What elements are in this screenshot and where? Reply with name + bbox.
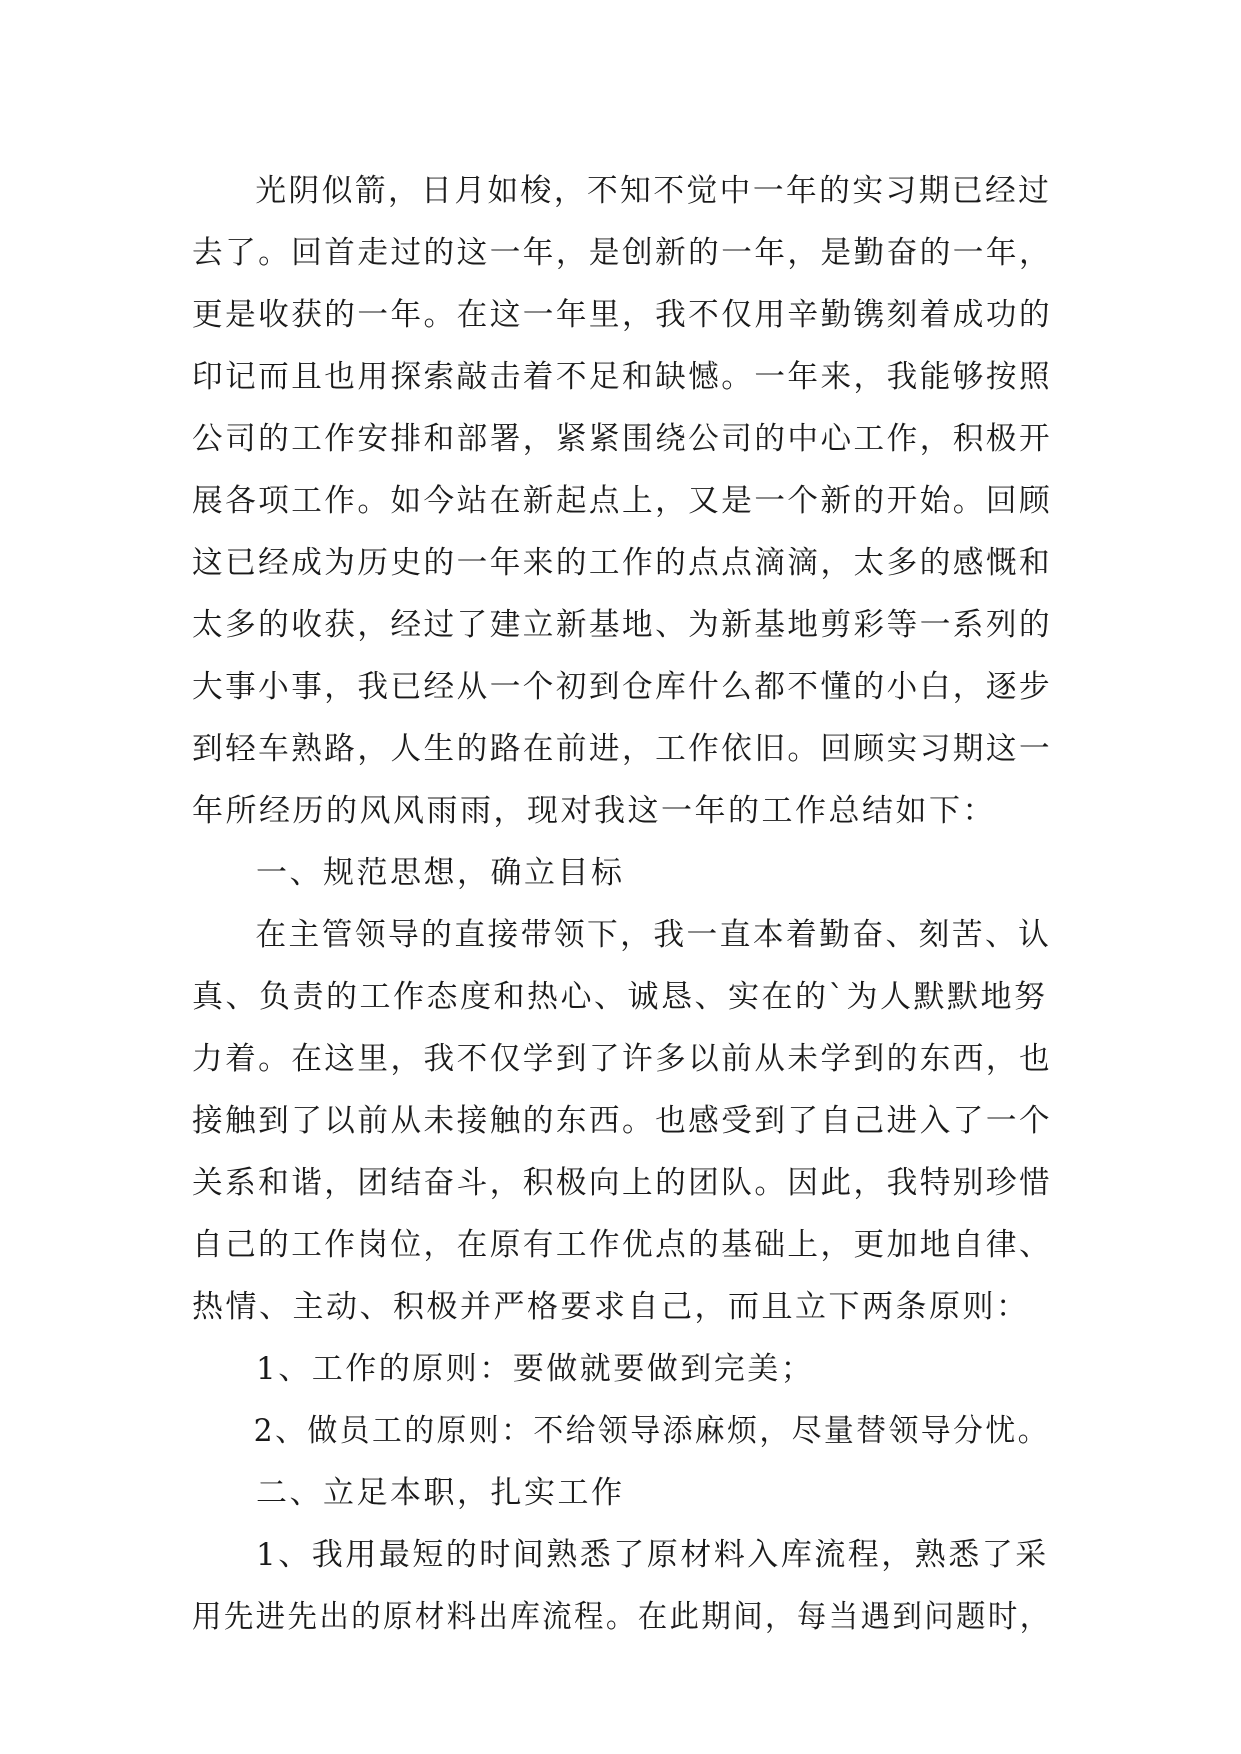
text-line: 1、我用最短的时间熟悉了原材料入库流程，熟悉了采 xyxy=(256,1537,1049,1573)
text-line: 到轻车熟路，人生的路在前进，工作依旧。回顾实习期这一 xyxy=(192,731,1053,767)
text-line: 这已经成为历史的一年来的工作的点点滴滴，太多的感慨和 xyxy=(192,545,1053,581)
document-body xyxy=(192,160,1052,1648)
text-line: 力着。在这里，我不仅学到了许多以前从未学到的东西，也 xyxy=(192,1041,1053,1077)
text-line: 热情、主动、积极并严格要求自己，而且立下两条原则： xyxy=(192,1289,1030,1325)
text-line: 去了。回首走过的这一年，是创新的一年，是勤奋的一年， xyxy=(192,235,1053,271)
text-line: 用先进先出的原材料出库流程。在此期间，每当遇到问题时， xyxy=(192,1599,1052,1635)
text-line: 自己的工作岗位，在原有工作优点的基础上，更加地自律、 xyxy=(192,1227,1053,1263)
section-heading: 一、规范思想，确立目标 xyxy=(256,855,625,891)
text-line: 印记而且也用探索敲击着不足和缺憾。一年来，我能够按照 xyxy=(192,359,1053,395)
section-heading: 二、立足本职，扎实工作 xyxy=(256,1475,625,1511)
text-line: 在主管领导的直接带领下，我一直本着勤奋、刻苦、认 xyxy=(255,917,1052,953)
list-item: 2、做员工的原则：不给领导添麻烦，尽量替领导分忧。 xyxy=(253,1413,1050,1449)
text-line: 接触到了以前从未接触的东西。也感受到了自己进入了一个 xyxy=(192,1103,1053,1139)
text-line: 展各项工作。如今站在新起点上，又是一个新的开始。回顾 xyxy=(192,483,1053,519)
text-line: 关系和谐，团结奋斗，积极向上的团队。因此，我特别珍惜 xyxy=(192,1165,1053,1201)
text-line: 光阴似箭，日月如梭，不知不觉中一年的实习期已经过 xyxy=(255,173,1052,209)
text-line: 太多的收获，经过了建立新基地、为新基地剪彩等一系列的 xyxy=(192,607,1053,643)
text-line: 真、负责的工作态度和热心、诚恳、实在的`为人默默地努 xyxy=(192,979,1048,1015)
text-line: 大事小事，我已经从一个初到仓库什么都不懂的小白，逐步 xyxy=(192,669,1053,705)
text-line: 公司的工作安排和部署，紧紧围绕公司的中心工作，积极开 xyxy=(192,421,1053,457)
text-line: 年所经历的风风雨雨，现对我这一年的工作总结如下： xyxy=(192,793,996,829)
text-line: 更是收获的一年。在这一年里，我不仅用辛勤镌刻着成功的 xyxy=(192,297,1053,333)
list-item: 1、工作的原则：要做就要做到完美； xyxy=(256,1351,815,1387)
